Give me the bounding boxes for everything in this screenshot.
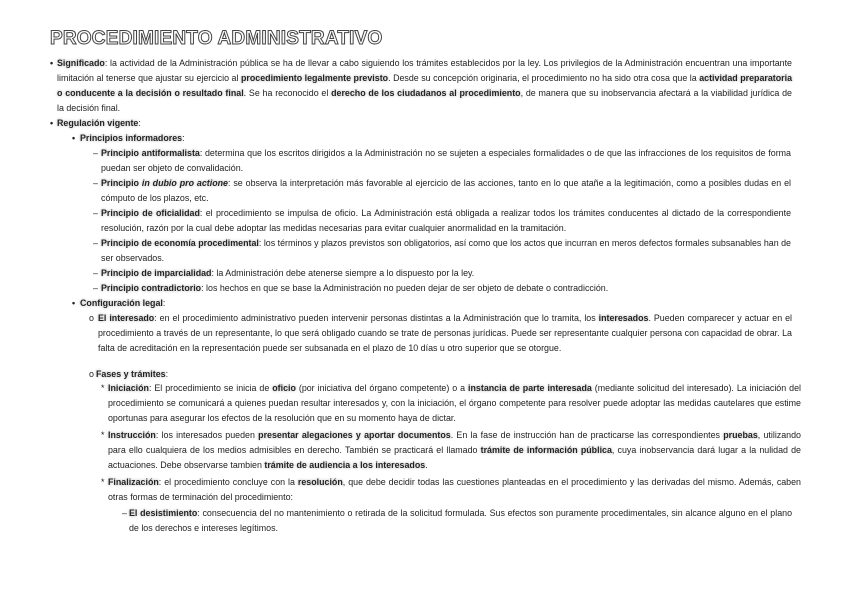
term-instruccion: Instrucción <box>108 430 156 440</box>
text-desistimiento: : consecuencia del no mantenimiento o retirada de la solicitud formulada. Sus efectos son puramente procedimentales, sin alcance alguno en el plano de los derechos e intereses legítimos. <box>129 508 793 533</box>
text-significado-4: , de manera que su inobservancia afectará a la viabilidad jurídica de la decisión final. <box>57 88 792 113</box>
highlight-interesados: interesados <box>598 313 649 323</box>
term-finalizacion: Finalización <box>108 477 159 487</box>
heading-regulacion <box>57 116 357 131</box>
label-fases: Fases y trámites <box>96 369 166 379</box>
text-principio-oficialidad: : el procedimiento se impulsa de oficio. La Administración está obligada a realizar todos los trámites conducentes al dictado de la correspondiente resolución, razón por la cual debe adoptar las medidas necesarias para evitar cualquier anormalidad en la tramitación. <box>101 208 792 233</box>
text-principio-in-dubio: : se observa la interpretación más favorable al ejercicio de las acciones, tanto en lo que atañe a la legitimación, como a posibles dudas en el cómputo de los plazos, etc. <box>101 178 791 203</box>
text-finalizacion-1: : el procedimiento concluye con la <box>158 477 298 487</box>
highlight-pruebas: pruebas <box>723 430 758 440</box>
star-bullet-instruccion: * <box>101 430 105 440</box>
text-instruccion-2: . En la fase de instrucción han de practicarse las correspondientes <box>450 430 724 440</box>
dash-principio-2: – <box>93 178 98 188</box>
label-configuracion: Configuración legal <box>80 298 163 308</box>
text-principio-contradictorio: : los hechos en que se base la Administración no pueden dejar de ser objeto de debate o contradicción. <box>201 283 609 293</box>
term-principio-in-dubio: Principio <box>101 178 142 188</box>
highlight-informacion-publica: trámite de información pública <box>480 445 612 455</box>
text-iniciacion-1: : El procedimiento se inicia de <box>148 383 273 393</box>
text-interesado-2: . Pueden comparecer y actuar en el procedimiento a través de un representante, lo que será obligado cuando se trate de personas jurídicas. Puede ser representante cualquier persona con capacidad de obrar. La falta de acreditación en la representación puede ser subsanada en el plazo de 10 días u otro superior que se otorgue. <box>98 313 792 353</box>
principio-item <box>101 146 791 176</box>
text-iniciacion-3: (mediante solicitud del interesado). La iniciación del procedimiento se comunicará a quienes puedan resultar interesados y, con la iniciación, el órgano competente para resolver puede adoptar las medidas cautelares que estime oportunas para asegurar los efectos de la resolución que en su momento haya de dictar. <box>108 383 801 423</box>
dash-principio-4: – <box>93 238 98 248</box>
paragraph-iniciacion <box>108 381 801 426</box>
heading-principios <box>80 131 380 146</box>
text-principio-antiformalista: : determina que los escritos dirigidos a la Administración no se sujeten a especiales formalidades o de que las infracciones de los requisitos de forma puedan ser objeto de convalidación. <box>101 148 791 173</box>
colon-principios: : <box>182 133 185 143</box>
highlight-actividad-preparatoria: actividad preparatoria o conducente a la decisión o resultado final <box>57 73 793 98</box>
term-principio-antiformalista: Principio antiformalista <box>101 148 200 158</box>
term-principio-economia: Principio de economía procedimental <box>101 238 259 248</box>
heading-fases <box>96 367 396 382</box>
dash-desistimiento: – <box>122 508 127 518</box>
label-regulacion: Regulación vigente <box>57 118 139 128</box>
label-principios: Principios informadores <box>80 133 183 143</box>
highlight-alegaciones: presentar alegaciones y aportar documentos <box>258 430 451 440</box>
heading-configuracion <box>80 296 380 311</box>
term-principio-imparcialidad: Principio de imparcialidad <box>101 268 212 278</box>
text-finalizacion-2: , que debe decidir todas las cuestiones planteadas en el procedimiento y las derivadas del mismo. Además, caben otras formas de terminación del procedimiento: <box>108 477 801 502</box>
paragraph-interesado <box>98 311 792 356</box>
colon-fases: : <box>165 369 169 379</box>
bullet-significado: • <box>50 58 54 68</box>
text-instruccion-3: , utilizando para ello cualquiera de los medios admisibles en derecho. También se practicará el llamado <box>108 430 801 455</box>
dash-principio-3: – <box>93 208 98 218</box>
term-principio-oficialidad: Principio de oficialidad <box>101 208 200 218</box>
paragraph-instruccion <box>108 428 801 473</box>
bullet-configuracion: • <box>72 298 76 308</box>
highlight-tramite-audiencia: trámite de audiencia a los interesados <box>264 460 426 470</box>
highlight-resolucion: resolución <box>297 477 343 487</box>
dash-principio-6: – <box>93 283 98 293</box>
bullet-principios: • <box>72 133 76 143</box>
term-desistimiento: El desistimiento <box>129 508 198 518</box>
highlight-procedimiento-previsto: procedimiento legalmente previsto <box>240 73 389 83</box>
text-significado-2: . Desde su concepción originaria, el procedimiento no ha sido otra cosa que la <box>388 73 700 83</box>
circle-bullet-fases: o <box>89 369 94 379</box>
highlight-derecho-ciudadanos: derecho de los ciudadanos al procedimiento <box>331 88 521 98</box>
page-title: PROCEDIMIENTO ADMINISTRATIVO <box>50 28 383 49</box>
term-significado: Significado <box>57 58 105 68</box>
term-in-dubio-italic: in dubio pro actione <box>141 178 228 188</box>
term-principio-contradictorio: Principio contradictorio <box>101 283 202 293</box>
star-bullet-finalizacion: * <box>101 477 105 487</box>
principio-item <box>101 266 791 281</box>
colon-regulacion: : <box>138 118 141 128</box>
paragraph-finalizacion <box>108 475 801 505</box>
text-principio-economia: : los términos y plazos previstos son obligatorios, así como que los actos que incurran en meros defectos formales subsanables han de ser observados. <box>101 238 791 263</box>
term-interesado: El interesado <box>98 313 155 323</box>
text-interesado-1: : en el procedimiento administrativo pueden intervenir personas distintas a la Administración que lo tramita, los <box>154 313 599 323</box>
text-instruccion-1: : los interesados pueden <box>155 430 259 440</box>
text-iniciacion-2: (por iniciativa del órgano competente) o a <box>295 383 469 393</box>
text-instruccion-4: , cuya inobservancia dará lugar a la nulidad de actuaciones. Debe observarse tambien <box>108 445 801 470</box>
text-significado-1: : la actividad de la Administración pública se ha de llevar a cabo siguiendo los trámites establecidos por la ley. Los privilegios de la Administración encuentran una importante limitación al tenerse que ajustar su ejercicio al <box>57 58 792 83</box>
text-principio-imparcialidad: : la Administración debe atenerse siempre a lo dispuesto por la ley. <box>211 268 475 278</box>
circle-bullet-interesado: o <box>89 313 94 323</box>
text-instruccion-5: . <box>425 460 428 470</box>
principio-item <box>101 176 791 206</box>
text-significado-3: . Se ha reconocido el <box>243 88 332 98</box>
dash-principio-1: – <box>93 148 98 158</box>
dash-principio-5: – <box>93 268 98 278</box>
paragraph-desistimiento <box>129 506 792 536</box>
term-iniciacion: Iniciación <box>108 383 149 393</box>
colon-configuracion: : <box>162 298 166 308</box>
paragraph-significado <box>57 56 792 116</box>
principio-item <box>101 236 791 266</box>
highlight-oficio: oficio <box>272 383 296 393</box>
principio-item <box>101 206 791 236</box>
star-bullet-iniciacion: * <box>101 383 105 393</box>
principio-item <box>101 281 791 296</box>
bullet-regulacion: • <box>50 118 54 128</box>
highlight-instancia-parte: instancia de parte interesada <box>468 383 592 393</box>
